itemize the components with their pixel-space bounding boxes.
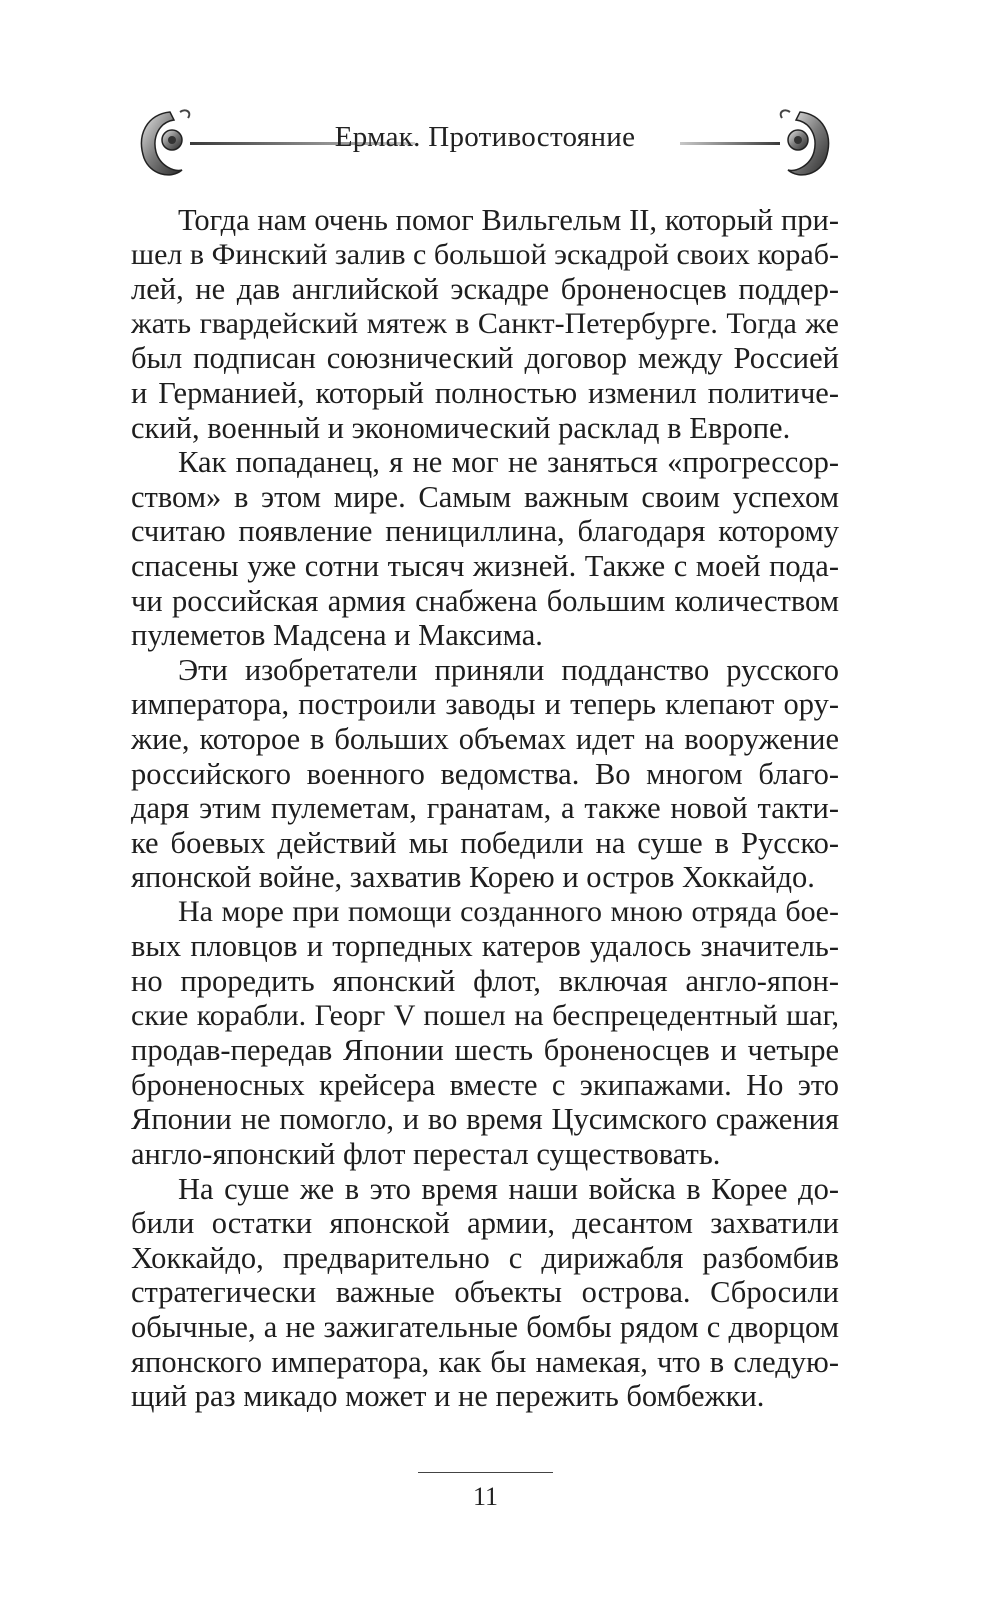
text-line: чи российская армия снабжена большим количеством — [131, 583, 839, 618]
text-line: Эти изобретатели приняли подданство русского — [178, 652, 839, 687]
text-line: вых пловцов и торпедных катеров удалось значитель- — [131, 929, 839, 964]
text-line: щий раз микадо может и не пережить бомбежки. — [131, 1379, 765, 1414]
paragraph — [131, 653, 839, 895]
footer-rule — [418, 1472, 553, 1473]
running-title: Ермак. Противостояние — [334, 121, 636, 153]
running-header — [130, 100, 840, 190]
text-line: броненосных крейсера вместе с экипажами. Но это — [131, 1067, 839, 1102]
text-line: жать гвардейский мятеж в Санкт-Петербурге. Тогда же — [131, 306, 839, 340]
text-line: считаю появление пенициллина, благодаря которому — [131, 514, 839, 549]
paragraph — [131, 203, 839, 445]
text-line: был подписан союзнический договор между Россией — [131, 341, 839, 376]
text-line: российского военного ведомства. Во многом благо- — [131, 756, 839, 791]
text-line: На море при помощи созданного мною отряда боe- — [178, 894, 839, 928]
text-line: ке боевых действий мы победили на суше в Русско- — [131, 825, 839, 860]
text-line: продав-передав Японии шесть броненосцев и четыре — [131, 1033, 839, 1068]
text-line: Как попаданец, я не мог не заняться «прогрессор- — [178, 445, 839, 480]
text-line: Хоккайдо, предварительно с дирижабля разбомбив — [131, 1240, 839, 1275]
text-line: но проредить японский флот, включая англо-япон- — [131, 964, 839, 999]
text-line: спасены уже сотни тысяч жизней. Также с моей пода- — [131, 548, 839, 583]
paragraph — [131, 895, 839, 1172]
text-line: лей, не дав английской эскадре броненосцев поддер- — [131, 272, 839, 307]
text-line: императора, построили заводы и теперь клепают ору- — [131, 687, 839, 722]
text-line: жие, которое в больших объемах идет на вооружение — [131, 721, 839, 756]
page-number: 11 — [472, 1482, 499, 1511]
paragraph — [131, 1172, 839, 1414]
text-line: японской войне, захватив Корею и остров Хоккайдо. — [131, 860, 815, 895]
text-line: били остатки японской армии, десантом захватили — [131, 1206, 839, 1241]
text-line: Японии не помогло, и во время Цусимского сражения — [131, 1102, 839, 1137]
body-text — [131, 203, 839, 1414]
text-line: англо-японский флот перестал существовать. — [131, 1137, 721, 1172]
text-line: даря этим пулеметам, гранатам, а также новой такти- — [131, 791, 839, 826]
text-line: обычные, а не зажигательные бомбы рядом с дворцом — [131, 1310, 839, 1344]
text-line: Тогда нам очень помог Вильгельм II, который при- — [178, 203, 839, 237]
text-line: стратегически важные объекты острова. Сбросили — [131, 1275, 839, 1310]
text-line: японского императора, как бы намекая, что в следую- — [131, 1344, 839, 1379]
text-line: ские корабли. Георг V пошел на беспрецедентный шаг, — [131, 998, 839, 1032]
text-line: шел в Финский залив с большой эскадрой своих кораб- — [131, 237, 839, 271]
text-line: и Германией, который полностью изменил политиче- — [131, 375, 839, 410]
text-line: пулеметов Мадсена и Максима. — [131, 618, 543, 653]
text-line: ством» в этом мире. Самым важным своим успехом — [131, 479, 839, 514]
text-line: ский, военный и экономический расклад в Европе. — [131, 410, 791, 445]
curl-ornament-icon — [750, 100, 840, 190]
paragraph — [131, 445, 839, 653]
text-line: На суше же в это время наши войска в Корее до- — [178, 1171, 839, 1206]
